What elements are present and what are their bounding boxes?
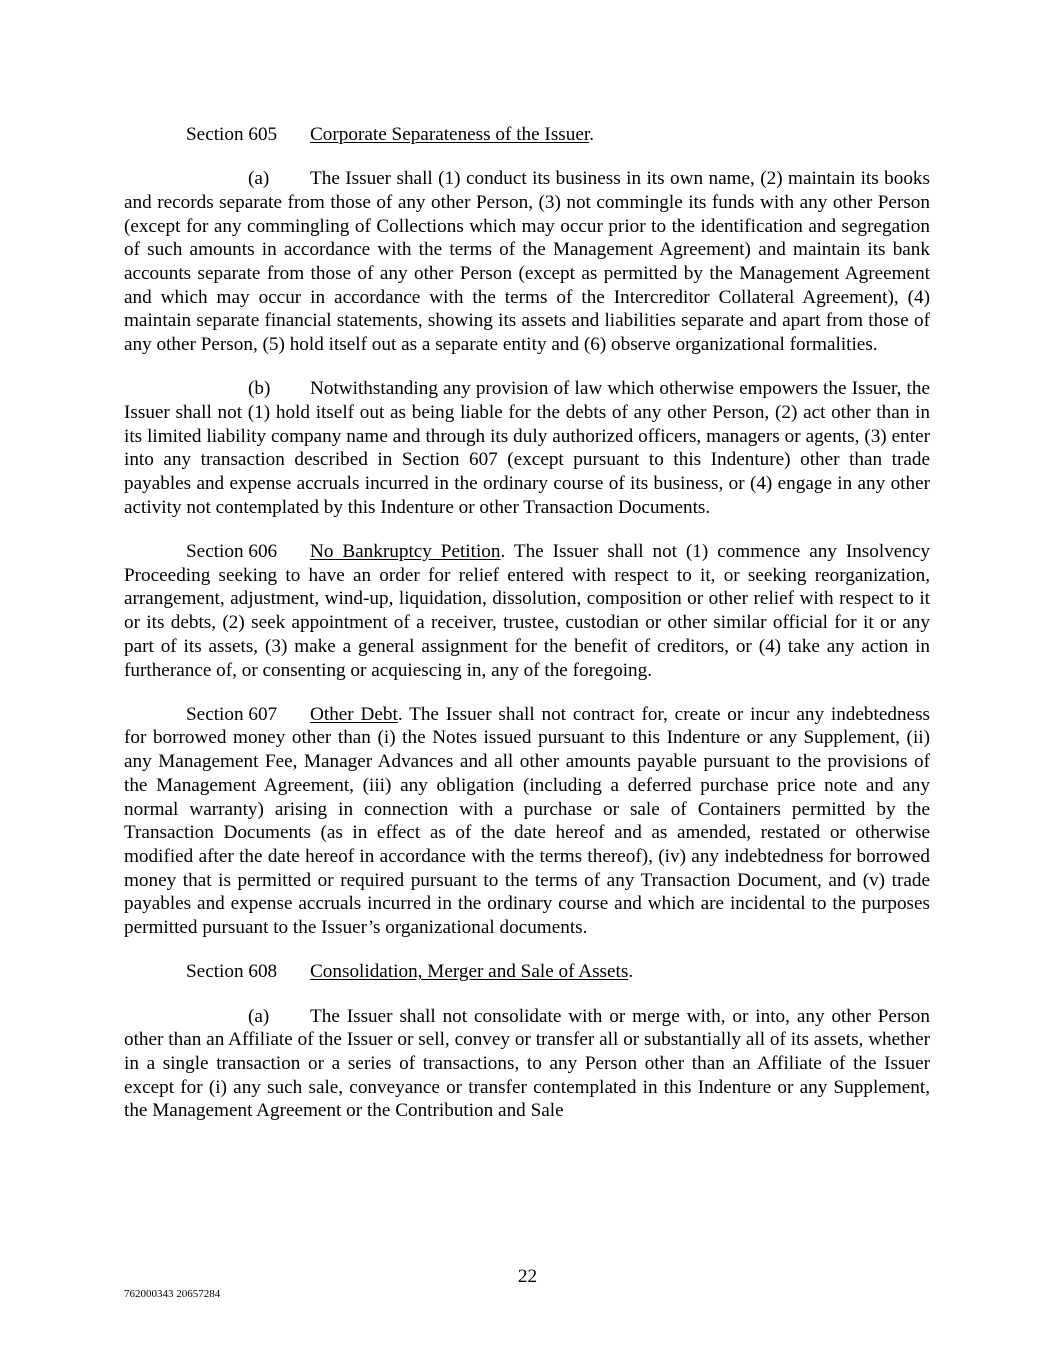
paragraph-label: (a) <box>248 168 270 190</box>
section-607 <box>124 703 930 940</box>
paragraph-text: Notwithstanding any provision of law which otherwise empowers the Issuer, the Issuer shall not (1) hold itself out as being liable for the debts of any other Person, (2) act other than in its limited liability company name and through its duly authorized officers, managers or agents, (3) enter into any transaction described in Section 607 (except pursuant to this Indenture) other than trade payables and expense accruals incurred in the ordinary course of its business, or (4) engage in any other activity not contemplated by this Indenture or other Transaction Documents. <box>124 378 930 518</box>
section-title: Corporate Separateness of the Issuer <box>310 124 590 145</box>
section-body: . The Issuer shall not contract for, create or incur any indebtedness for borrowed money other than (i) the Notes issued pursuant to this Indenture or any Supplement, (ii) any Management Fee, Manager Advances and all other amounts payable pursuant to the provisions of the Management Agreement, (iii) any obligation (including a deferred purchase price note and any normal warranty) arising in connection with a purchase or sale of Containers permitted by the Transaction Documents (as in effect as of the date hereof and as amended, restated or otherwise modified after the date hereof in accordance with the terms thereof), (iv) any indebtedness for borrowed money that is permitted or required pursuant to the terms of any Transaction Document, and (v) trade payables and expense accruals incurred in the ordinary course and which are incidental to the purposes permitted pursuant to the Issuer’s organizational documents. <box>124 703 930 939</box>
section-605-paragraph-a <box>124 167 930 357</box>
paragraph-label: (b) <box>248 378 271 400</box>
section-title: Other Debt <box>310 703 398 725</box>
section-608-heading <box>124 960 930 984</box>
section-title-suffix: . <box>589 124 594 145</box>
section-605-heading <box>124 123 930 147</box>
section-605-paragraph-b <box>124 377 930 519</box>
section-number: Section 605 <box>186 124 278 145</box>
section-606 <box>124 540 930 682</box>
section-title: No Bankruptcy Petition <box>310 541 501 563</box>
paragraph-text: The Issuer shall not consolidate with or merge with, or into, any other Person other than an Affiliate of the Issuer or sell, convey or transfer all or substantially all of its assets, whether in a single transaction or a series of transactions, to any Person other than an Affiliate of the Issuer except for (i) any such sale, conveyance or transfer contemplated in this Indenture or any Supplement, the Management Agreement or the Contribution and Sale <box>124 1005 930 1122</box>
section-number: Section 607 <box>186 703 278 725</box>
section-title-suffix: . <box>628 961 634 983</box>
section-title: Consolidation, Merger and Sale of Assets <box>310 961 629 983</box>
document-id: 762000343 20657284 <box>124 1288 221 1300</box>
section-number: Section 608 <box>186 961 278 983</box>
section-number: Section 606 <box>186 541 278 563</box>
section-body: . The Issuer shall not (1) commence any Insolvency Proceeding seeking to have an order for relief entered with respect to it, or seeking reorganization, arrangement, adjustment, wind-up, liquidation, dissolution, composition or other relief with respect to it or its debts, (2) seek appointment of a receiver, trustee, custodian or other similar official for it or any part of its assets, (3) make a general assignment for the benefit of creditors, or (4) take any action in furtherance of, or consenting or acquiescing in, any of the foregoing. <box>124 541 931 681</box>
page-number: 22 <box>517 1266 538 1287</box>
paragraph-label: (a) <box>248 1005 270 1027</box>
document-body <box>124 123 930 1144</box>
section-608-paragraph-a <box>124 1005 930 1124</box>
paragraph-text: The Issuer shall (1) conduct its business in its own name, (2) maintain its books and records separate from those of any other Person, (3) not commingle its funds with any other Person (except for any commingling of Collections which may occur prior to the identification and segregation of such amounts in accordance with the terms of the Management Agreement) and maintain its bank accounts separate from those of any other Person (except as permitted by the Management Agreement and which may occur in accordance with the terms of the Intercreditor Collateral Agreement), (4) maintain separate financial statements, showing its assets and liabilities separate and apart from those of any other Person, (5) hold itself out as a separate entity and (6) observe organizational formalities. <box>124 168 930 356</box>
